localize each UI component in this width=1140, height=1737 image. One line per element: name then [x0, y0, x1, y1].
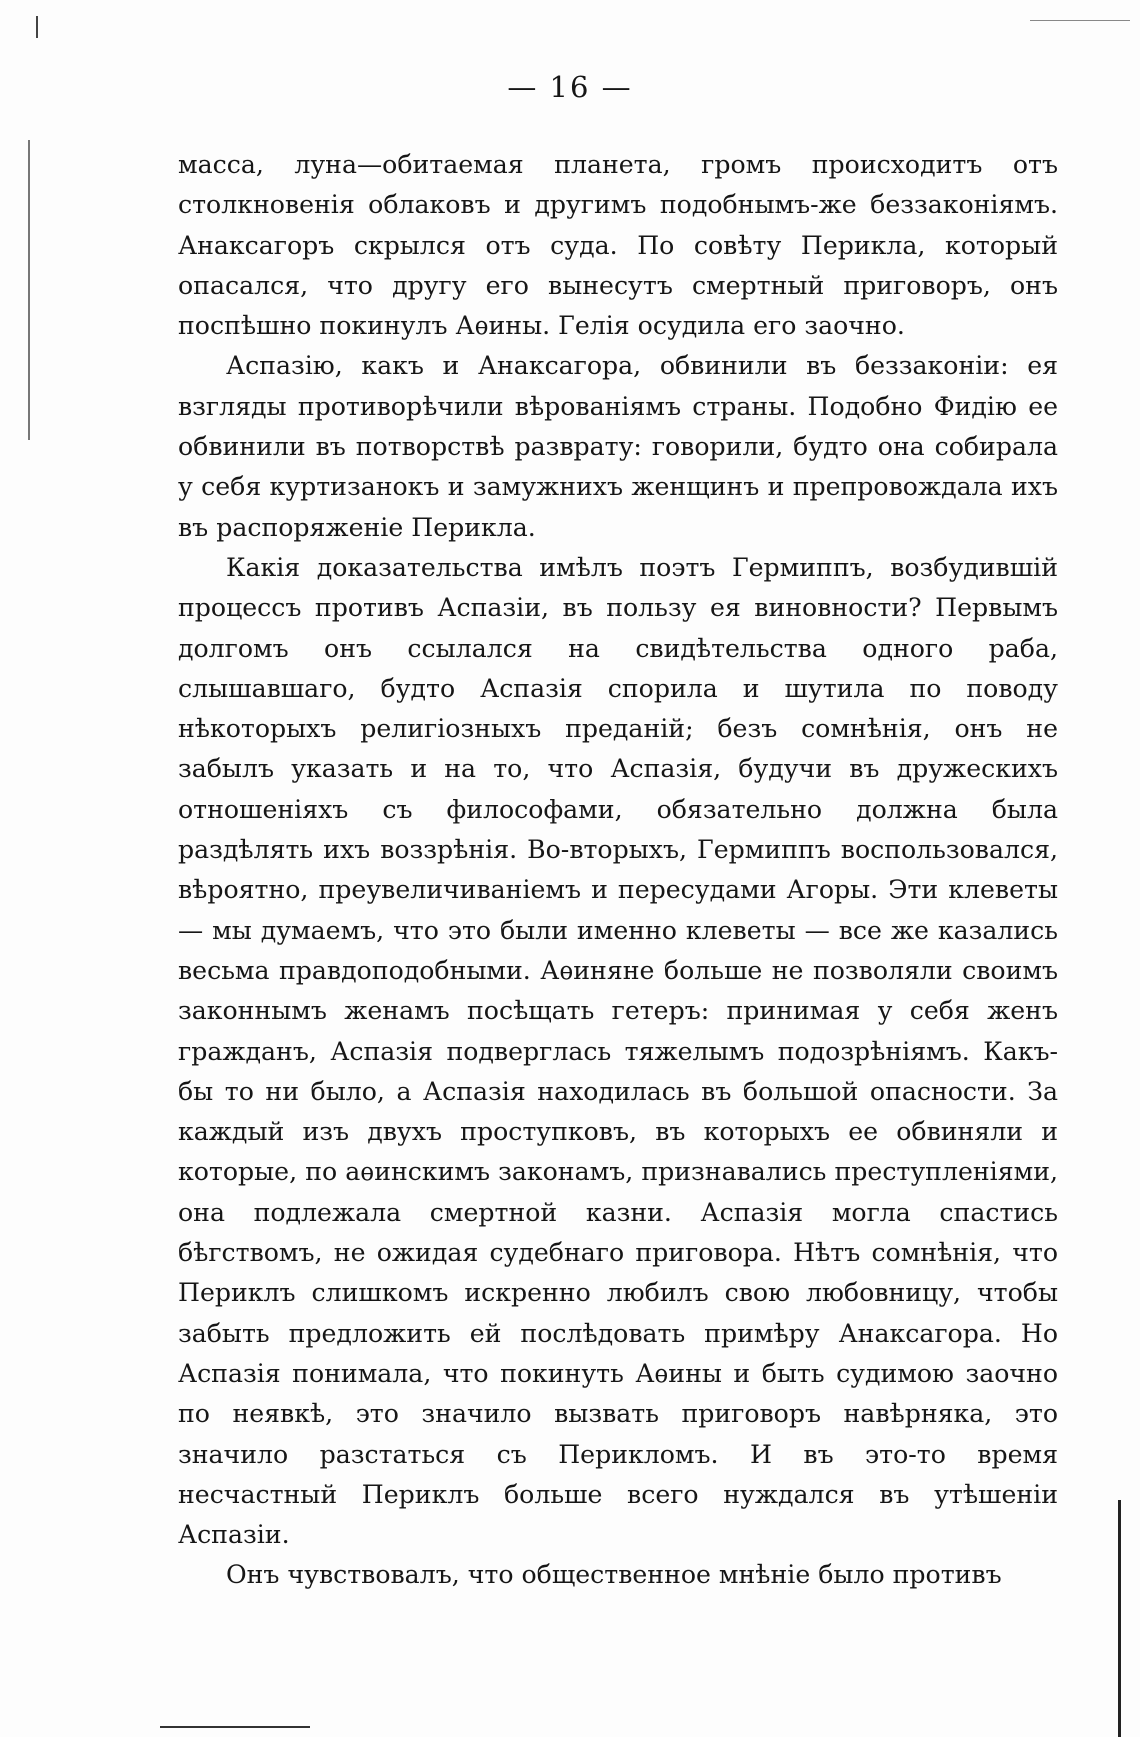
paragraph: Аспазію, какъ и Анаксагора, обвинили въ беззаконіи: ея взгляды противорѣчили вѣрованіямъ страны. Подобно Фидію ее обвинили въ потворствѣ разврату: говорили, будто она собирала у себя куртизанокъ и замужнихъ женщинъ и препровождала ихъ въ распоряженіе Перикла.	[178, 351, 1058, 542]
left-margin-rule	[28, 140, 30, 440]
left-edge-tick	[36, 16, 38, 38]
top-edge-mark	[1030, 20, 1130, 21]
bottom-edge-mark	[160, 1726, 310, 1728]
page-number: — 16 —	[507, 70, 633, 104]
body-text	[178, 145, 1058, 1596]
paragraph: Онъ чувствовалъ, что общественное мнѣніе было противъ	[226, 1560, 1002, 1590]
paragraph: Какія доказательства имѣлъ поэтъ Гермиппъ, возбудившій процессъ противъ Аспазіи, въ пользу ея виновности? Первымъ долгомъ онъ ссылался на свидѣтельства одного раба, слышавшаго, будто Аспазія спорила и шутила по поводу нѣкоторыхъ религіозныхъ преданій; безъ сомнѣнія, онъ не забылъ указать и на то, что Аспазія, будучи въ дружескихъ отношеніяхъ съ философами, обязательно должна была раздѣлять ихъ воззрѣнія. Во-вторыхъ, Гермиппъ воспользовался, вѣроятно, преувеличиваніемъ и пересудами Агоры. Эти клеветы — мы думаемъ, что это были именно клеветы — все же казались весьма правдоподобными. Аѳиняне больше не позволяли своимъ законнымъ женамъ посѣщать гетеръ: принимая у себя женъ гражданъ, Аспазія подверглась тяжелымъ подозрѣніямъ. Какъ-бы то ни было, а Аспазія находилась въ большой опасности. За каждый изъ двухъ проступковъ, въ которыхъ ее обвиняли и которые, по аѳинскимъ законамъ, признавались преступленіями, она подлежала смертной казни. Аспазія могла спастись бѣгствомъ, не ожидая судебнаго приговора. Нѣтъ сомнѣнія, что Периклъ слишкомъ искренно любилъ свою любовницу, чтобы забыть предложить ей послѣдовать примѣру Анаксагора. Но Аспазія понимала, что покинуть Аѳины и быть судимою заочно по неявкѣ, это значило вызвать приговоръ навѣрняка, это значило разстаться съ Перикломъ. И въ это-то время несчастный Периклъ больше всего нуждался въ утѣшеніи Аспазіи.	[178, 552, 1058, 1550]
right-edge-rule	[1118, 1500, 1121, 1737]
paragraph-continued: масса, луна—обитаемая планета, громъ происходитъ отъ столкновенія облаковъ и другимъ подобнымъ-же беззаконіямъ. Анаксагоръ скрылся отъ суда. По совѣту Перикла, который опасался, что другу его вынесутъ смертный приговоръ, онъ поспѣшно покинулъ Аѳины. Гелія осудила его заочно.	[178, 150, 1058, 341]
